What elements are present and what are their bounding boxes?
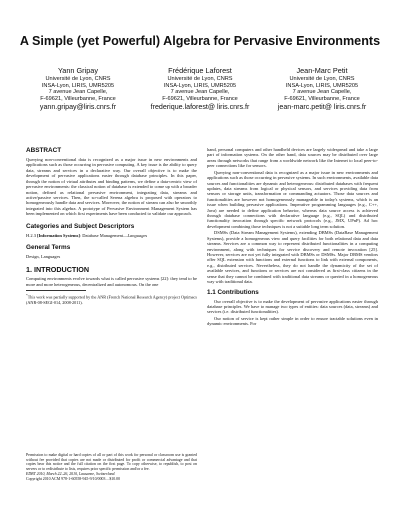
abstract-text: Querying non-conventional data is recognized as a major issue in new environments and applications such as those occurring in pervasive computing. A key issue is the ability to query data, streams and services in a declarative way. Our overall objective is to make the development of pervasive applications easier through database principles. In this paper, through the notion of virtual attributes and binding patterns, we define a data-centric view of pervasive environments: the classical notion of database is extended to come up with a broader notion, defined as relational pervasive environment, integrating data, streams and active/passive services. Then, the so-called Serena algebra is proposed with operators to homogeneously handle data and services. Moreover, the notion of stream can also be smoothly integrated into this algebra. A prototype of Pervasive Environment Management System has been implemented on which first experiments have been conducted to validate our approach.: [26, 157, 197, 217]
author-address: 7 avenue Jean Capelle,: [292, 89, 352, 96]
author-address: 7 avenue Jean Capelle,: [170, 89, 230, 96]
permission-notice: [26, 453, 197, 481]
intro-text: Computing environments evolve towards what is called pervasive systems [22]: they tend to be more and more heterogeneous, decentralized and autonomous. On the one: [26, 276, 197, 287]
author-address: F-69621, Villeurbanne, France: [284, 96, 360, 103]
author-affiliation: Université de Lyon, CNRS: [45, 75, 111, 82]
author-affiliation: INSA-Lyon, LIRIS, UMR5205: [163, 82, 237, 89]
author-block: [0, 67, 400, 112]
footnote: *This work was partially supported by the ANR (French National Research Agency) project Optimacs (ANR-08-SEGI-014, 2008-2011).: [26, 293, 197, 305]
right-column: [207, 147, 378, 328]
author-affiliation: INSA-Lyon, LIRIS, UMR5205: [41, 82, 115, 89]
body-paragraph: DSMSs (Data Stream Management Systems), extending DBMSs (DataBase Management Systems), provide a homogeneous view and query facilities for both relational data and data streams. Services are a common way to represent distributed functionalities in a computing environment, along with techniques for service discovery and remote invocation [25]. However, services are not yet fully integrated with DBMSs or DSMSs. Major DBMS vendors offer SQL extension with functions and external functions to link with external components, e.g., distributed services. Nevertheless, they do not handle the dynamicity of the set of available services, and functions or services are not considered as first-class citizens in the sense that they cannot be combined with traditional data streams or queried in a homogeneous way with traditional data.: [207, 230, 378, 285]
author-address: F-69621, Villeurbanne, France: [162, 96, 238, 103]
body-paragraph: hand, personal computers and other handheld devices are largely widespread and take a large part of information systems. On the other hand, data sources may be distributed over large areas through networks that range from a worldwide network like the Internet to local peer-to-peer connections like for sensors.: [207, 147, 378, 169]
footnote-text: This work was partially supported by the ANR (French National Research Agency) project Optimacs (ANR-08-SEGI-014, 2008-2011).: [26, 294, 197, 305]
intro-heading: 1. INTRODUCTION: [26, 265, 90, 275]
author-email: yann.gripay@liris.cnrs.fr: [39, 103, 117, 112]
abstract-heading: ABSTRACT: [26, 147, 62, 154]
paper-title: A Simple (yet Powerful) Algebra for Pervasive Environments: [19, 34, 381, 48]
author-name: Jean-Marc Petit: [296, 66, 348, 75]
body-paragraph: Our notion of service is kept rather simple in order to ensure tractable solutions even in dynamic environments. For: [207, 315, 378, 327]
left-column: [26, 147, 197, 305]
categories-heading: Categories and Subject Descriptors: [26, 222, 135, 230]
author-3: [268, 67, 376, 112]
author-name: Yann Gripay: [57, 66, 99, 75]
permission-text: Permission to make digital or hard copies of all or part of this work for personal or classroom use is granted without fee provided that copies are not made or distributed for profit or commercial advantage and that copies bear this notice and the full citation on the first page. To copy otherwise, to republish, to post on servers or to redistribute to lists, requires prior specific permission and/or a fee.: [26, 453, 197, 472]
author-affiliation: INSA-Lyon, LIRIS, UMR5205: [285, 82, 359, 89]
author-email: frederique.laforest@ liris.cnrs.fr: [150, 103, 250, 112]
author-1: [24, 67, 132, 112]
author-name: Frédérique Laforest: [168, 66, 232, 75]
body-paragraph: Querying non-conventional data is recognized as a major issue in new environments and applications such as those occurring in pervasive systems. In such environments, available data sources and functionalities are dynamic and heterogeneous: distributed databases with frequent updates, data streams from logical or physical sensors, and services providing data from sensors or storage units, transformation or commanding actuators. Those data sources and functionalities are however not homogeneously manageable in today's systems, which is an issue when building pervasive applications. Imperative programming languages (e.g., C++, Java) are needed to define application behavior, whereas data source access is achieved through database connections with declarative language (e.g., SQL) and distributed functionality invocation through specific network protocols (e.g., JMX, UPnP). Ad hoc development combining those techniques is not a suitable long term solution.: [207, 169, 378, 229]
categories-sub: Languages: [127, 232, 148, 238]
categories-id: H.2.3: [26, 232, 36, 238]
contributions-heading: 1.1 Contributions: [207, 288, 259, 296]
copyright-line: Copyright 2010 ACM 978-1-60558-945-9/10/0003 ...$10.00: [26, 476, 121, 481]
categories-text: [26, 233, 197, 238]
author-address: F-69621, Villeurbanne, France: [40, 96, 116, 103]
author-affiliation: Université de Lyon, CNRS: [167, 75, 233, 82]
footnote-rule: [26, 290, 86, 291]
author-email: jean-marc.petit@ liris.cnrs.fr: [277, 103, 367, 112]
general-terms-heading: General Terms: [26, 244, 71, 252]
categories-class: [Information Systems]: [37, 232, 80, 238]
categories-desc: : Database Management—: [79, 232, 128, 238]
venue-line: EDBT 2010, March 22–26, 2010, Lausanne, Switzerland.: [26, 471, 116, 476]
body-paragraph: Our overall objective is to make the development of pervasive applications easier through database principles. We have to manage two types of entities: data sources (data, streams) and services (i.e. distributed functionalities).: [207, 298, 378, 315]
author-affiliation: Université de Lyon, CNRS: [289, 75, 355, 82]
general-terms-text: Design, Languages: [26, 254, 61, 260]
author-address: 7 avenue Jean Capelle,: [48, 89, 108, 96]
author-2: [146, 67, 254, 112]
